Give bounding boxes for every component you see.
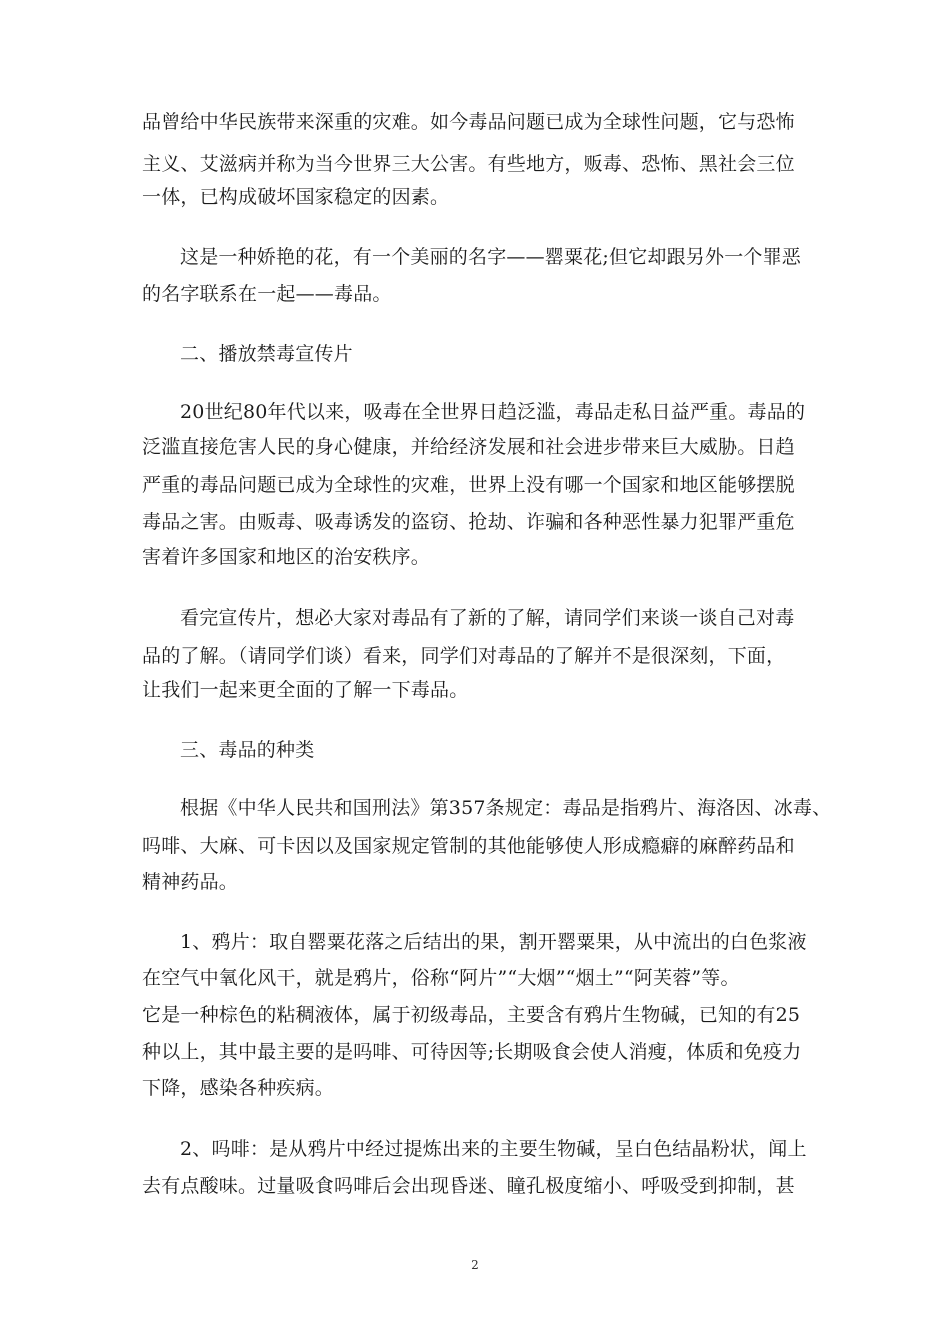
paragraph-line: 精神药品。 (142, 871, 239, 893)
paragraph-line: 1、鸦片：取自罂粟花落之后结出的果，割开罂粟果，从中流出的白色浆液 (180, 931, 807, 953)
paragraph-line: 种以上，其中最主要的是吗啡、可待因等;长期吸食会使人消瘦，体质和免疫力 (142, 1041, 802, 1063)
paragraph-line: 一体，已构成破坏国家稳定的因素。 (142, 186, 450, 208)
paragraph-line: 主义、艾滋病并称为当今世界三大公害。有些地方，贩毒、恐怖、黑社会三位 (142, 153, 795, 175)
paragraph-line: 害着许多国家和地区的治安秩序。 (142, 546, 431, 568)
paragraph-line: 在空气中氧化风干，就是鸦片，俗称“阿片”“大烟”“烟土”“阿芙蓉”等。 (142, 967, 740, 989)
paragraph-line: 吗啡、大麻、可卡因以及国家规定管制的其他能够使人形成瘾癖的麻醉药品和 (142, 835, 795, 857)
paragraph-line: 去有点酸味。过量吸食吗啡后会出现昏迷、瞳孔极度缩小、呼吸受到抑制，甚 (142, 1175, 795, 1197)
paragraph-line: 20世纪80年代以来，吸毒在全世界日趋泛滥，毒品走私日益严重。毒品的 (180, 401, 806, 423)
paragraph-line: 品的了解。（请同学们谈）看来，同学们对毒品的了解并不是很深刻，下面， (142, 645, 786, 667)
paragraph-line: 这是一种娇艳的花，有一个美丽的名字——罂粟花;但它却跟另外一个罪恶 (180, 246, 802, 268)
paragraph-line: 严重的毒品问题已成为全球性的灾难，世界上没有哪一个国家和地区能够摆脱 (142, 474, 795, 496)
paragraph-line: 毒品之害。由贩毒、吸毒诱发的盗窃、抢劫、诈骗和各种恶性暴力犯罪严重危 (142, 511, 795, 533)
paragraph-line: 看完宣传片，想必大家对毒品有了新的了解，请同学们来谈一谈自己对毒 (180, 607, 795, 629)
page-number: 2 (471, 1258, 479, 1272)
paragraph-line: 让我们一起来更全面的了解一下毒品。 (142, 679, 469, 701)
section-heading: 二、播放禁毒宣传片 (180, 343, 353, 365)
paragraph-line: 它是一种棕色的粘稠液体，属于初级毒品，主要含有鸦片生物碱，已知的有25 (142, 1004, 801, 1026)
paragraph-line: 的名字联系在一起——毒品。 (142, 283, 392, 305)
paragraph-line: 泛滥直接危害人民的身心健康，并给经济发展和社会进步带来巨大威胁。日趋 (142, 436, 795, 458)
section-heading: 三、毒品的种类 (180, 739, 315, 761)
paragraph-line: 根据《中华人民共和国刑法》第357条规定：毒品是指鸦片、海洛因、冰毒、 (180, 797, 832, 819)
paragraph-line: 品曾给中华民族带来深重的灾难。如今毒品问题已成为全球性问题，它与恐怖 (142, 111, 795, 133)
paragraph-line: 下降，感染各种疾病。 (142, 1077, 335, 1099)
paragraph-line: 2、吗啡：是从鸦片中经过提炼出来的主要生物碱，呈白色结晶粉状，闻上 (180, 1138, 807, 1160)
